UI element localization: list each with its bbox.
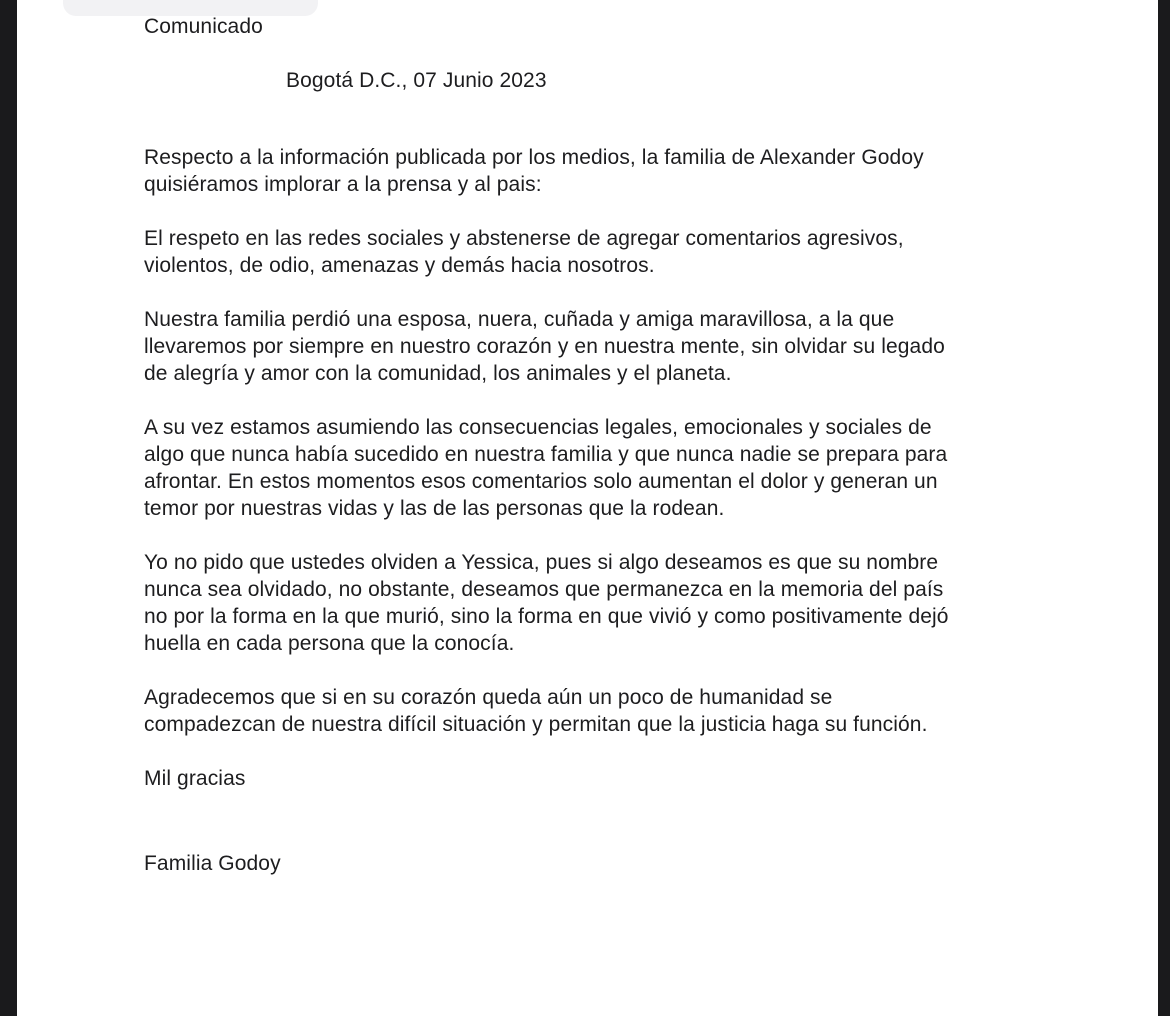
paragraph: A su vez estamos asumiendo las consecuencias legales, emocionales y sociales de algo que nunca había sucedido en nuestra familia y que nunca nadie se prepara para afrontar. En estos momentos esos comentarios solo aumentan el dolor y generan un temor por nuestras vidas y las de las personas que la rodean. xyxy=(144,416,948,520)
paragraph: Yo no pido que ustedes olviden a Yessica, pues si algo deseamos es que su nombre nunca sea olvidado, no obstante, deseamos que permanezca en la memoria del país no por la forma en la que murió, sino la forma en que vivió y como positivamente dejó huella en cada persona que la conocía. xyxy=(144,551,949,655)
signature-text: Familia Godoy xyxy=(144,852,281,875)
left-edge-bar xyxy=(0,0,17,1016)
right-edge-bar xyxy=(1158,0,1170,1016)
paragraph: Agradecemos que si en su corazón queda aún un poco de humanidad se compadezcan de nuestra difícil situación y permitan que la justicia haga su función. xyxy=(144,686,928,736)
page-title: Comunicado xyxy=(144,15,263,38)
closing-text: Mil gracias xyxy=(144,767,246,790)
paragraph: Respecto a la información publicada por los medios, la familia de Alexander Godoy quisiéramos implorar a la prensa y al pais: xyxy=(144,146,924,196)
paragraph: Nuestra familia perdió una esposa, nuera, cuñada y amiga maravillosa, a la que llevaremos por siempre en nuestro corazón y en nuestra mente, sin olvidar su legado de alegría y amor con la comunidad, los animales y el planeta. xyxy=(144,308,945,385)
paragraph: El respeto en las redes sociales y abstenerse de agregar comentarios agresivos, violentos, de odio, amenazas y demás hacia nosotros. xyxy=(144,227,904,277)
paragraphs xyxy=(144,144,1050,738)
communique-letter xyxy=(144,13,1050,877)
dateline: Bogotá D.C., 07 Junio 2023 xyxy=(286,69,547,92)
